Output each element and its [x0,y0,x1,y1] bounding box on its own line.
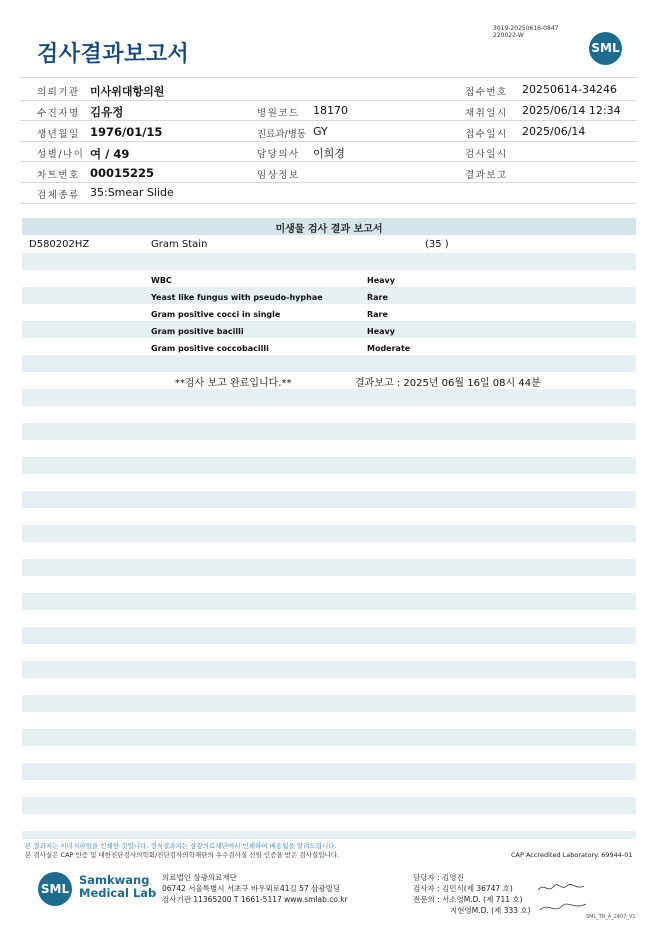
value-attending-doctor: 이희경 [313,147,345,160]
label-collection-datetime: 채취일시 [465,108,508,119]
brand-line2: Medical Lab [79,886,157,900]
value-requesting-institution: 미사위대항의원 [90,85,165,98]
test-code: D580202HZ [29,239,90,250]
label-hospital-code: 병원코드 [257,108,300,119]
result-value: Moderate [367,344,411,353]
value-receipt-number: 20250614-34246 [522,83,617,96]
brand-line1: Samkwang [79,873,150,887]
staff-name: 지현영M.D. (제 333 호) [450,906,531,915]
label-department-ward: 진료과/병동 [257,129,307,140]
staff-label: 전문의 : [413,895,440,904]
stripe-row [22,797,636,814]
result-item: Gram positive cocci in single [151,310,281,319]
signature-image [536,880,592,916]
organization-address: 06742 서울특별시 서초구 바우뫼로41길 57 삼광빌딩 [162,884,341,893]
staff-name: 김민식(제 36747 호) [442,884,513,893]
result-value: Heavy [367,327,395,336]
document-id-line2: 220022-W [493,32,524,39]
page-title: 검사결과보고서 [37,42,190,67]
label-receipt-number: 접수번호 [465,87,508,98]
stripe-row [22,389,636,406]
result-value: Heavy [367,276,395,285]
stripe-row [22,661,636,678]
label-birth-date: 생년월일 [37,129,80,140]
result-item: Yeast like fungus with pseudo-hyphae [151,293,323,302]
sml-logo: SML [38,872,72,906]
organization-info [162,872,348,905]
document-id-line1: 3019-20250616-0847 [493,25,559,32]
staff-label: 검사자 : [413,884,440,893]
brand-name [79,874,156,900]
stripe-row [22,729,636,746]
staff-info [413,872,531,916]
stripe-row [22,253,636,270]
organization-contact: 검사기관 11365200 T 1661-5117 www.smlab.co.kr [162,895,348,904]
result-item: WBC [151,276,172,285]
staff-name: 김영진 [442,873,464,882]
stripe-row [22,457,636,474]
label-specimen-type: 검체종류 [37,190,80,201]
stripe-row [22,763,636,780]
test-number: (35 ) [425,239,449,250]
stripe-row [22,525,636,542]
label-chart-number: 차트번호 [37,170,80,181]
label-receipt-datetime: 접수일시 [465,129,508,140]
stripe-row [22,559,636,576]
staff-name: 서소영M.D. (제 711 호) [442,895,523,904]
report-complete-message: **검사 보고 완료입니다.** [175,378,292,389]
report-datetime: 결과보고 : 2025년 06월 16일 08시 44분 [355,378,541,389]
form-code: SML_TR_A_2407_V1 [586,914,636,920]
test-name: Gram Stain [151,239,208,250]
value-patient-name: 김유정 [90,105,124,119]
stripe-row [22,355,636,372]
divider [20,100,637,101]
value-specimen-type: 35:Smear Slide [90,186,174,199]
section-title: 미생물 검사 결과 보고서 [275,224,383,235]
stripe-row [22,491,636,508]
stripe-row [22,287,636,304]
stripe-row [22,627,636,644]
result-value: Rare [367,310,388,319]
cap-accreditation: CAP Accredited Laboratory. 69944-01 [511,851,633,859]
stripe-row [22,831,636,839]
label-clinical-info: 임상정보 [257,170,300,181]
stripe-row [22,593,636,610]
value-receipt-datetime: 2025/06/14 [522,125,586,138]
organization-name: 의료법인 삼광의료재단 [162,873,237,882]
result-item: Gram positive coccobacilli [151,344,269,353]
notice-image-copy: 본 결과지는 이미지파일을 인쇄한 것입니다. 정식결과지는 삼광의료재단에서 인쇄하여 배송됨을 알려드립니다. [25,842,337,850]
divider [20,182,637,183]
value-collection-datetime: 2025/06/14 12:34 [522,104,621,117]
notice-accreditation: 본 검사실은 CAP 인증 및 대한진단검사의학회/진단검사의학재단의 우수검사실 신임 인증을 받은 검사실입니다. [25,851,340,859]
stripe-row [22,423,636,440]
value-department-ward: GY [313,125,328,138]
divider [20,141,637,142]
result-value: Rare [367,293,388,302]
divider [20,77,637,78]
label-result-report: 결과보고 [465,170,508,181]
label-sex-age: 성별/나이 [37,149,85,160]
document-id [493,25,558,39]
sml-logo: SML [589,32,622,65]
stripe-row [22,695,636,712]
label-attending-doctor: 담당의사 [257,149,300,160]
staff-label: 담당자 : [413,873,440,882]
value-chart-number: 00015225 [90,166,155,180]
value-hospital-code: 18170 [313,104,348,117]
value-birth-date: 1976/01/15 [90,125,163,139]
label-patient-name: 수진자명 [37,108,80,119]
divider [20,203,637,204]
label-requesting-institution: 의뢰기관 [37,87,80,98]
divider [20,120,637,121]
value-sex-age: 여 / 49 [90,147,130,161]
label-test-datetime: 검사일시 [465,149,508,160]
stripe-row [22,321,636,338]
result-item: Gram positive bacilli [151,327,244,336]
